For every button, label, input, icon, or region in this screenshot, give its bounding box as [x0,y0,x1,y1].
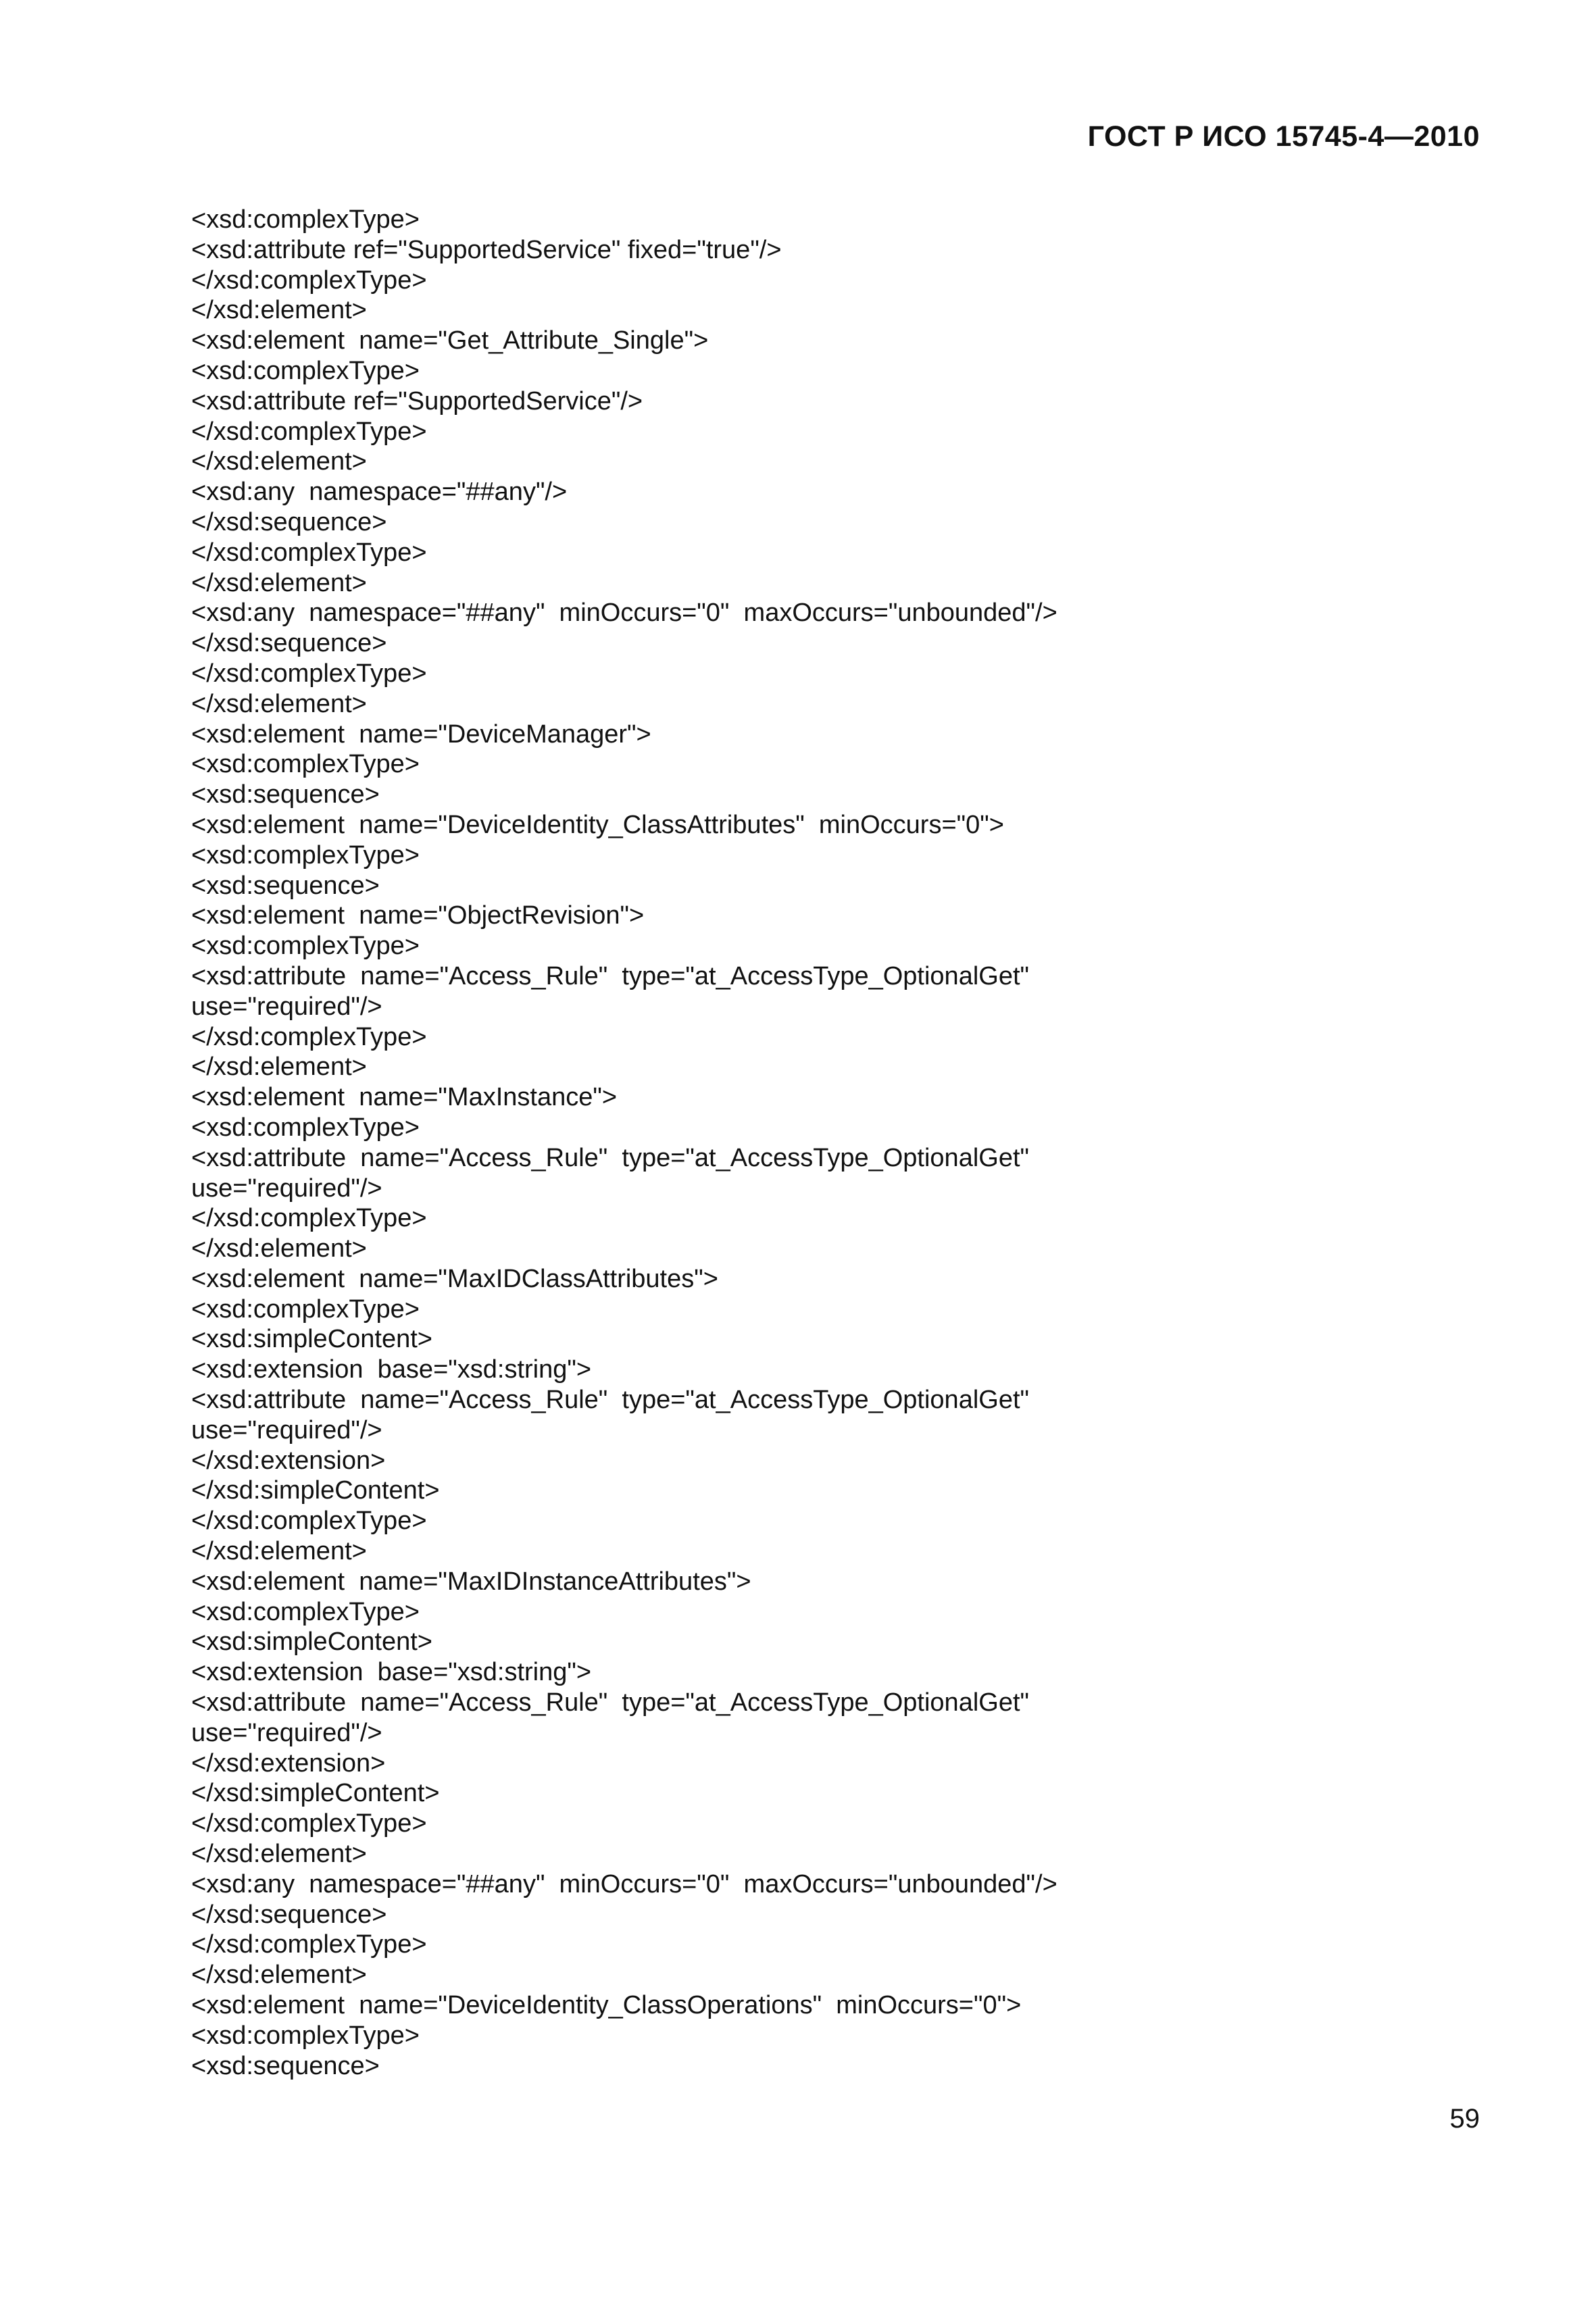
code-line: <xsd:element name="DeviceManager"> [191,720,651,749]
code-line: </xsd:complexType> [191,266,427,295]
code-line: </xsd:simpleContent> [191,1779,440,1808]
code-line: </xsd:complexType> [191,1507,427,1536]
code-line: </xsd:complexType> [191,1809,427,1838]
code-line: </xsd:sequence> [191,1900,387,1929]
code-line: <xsd:attribute ref="SupportedService" fixed="true"/> [191,235,782,264]
code-line: </xsd:element> [191,296,367,325]
code-line: use="required"/> [191,992,382,1021]
code-line: use="required"/> [191,1415,382,1444]
code-line: </xsd:extension> [191,1446,386,1475]
code-line: </xsd:element> [191,1053,367,1082]
code-line: <xsd:element name="Get_Attribute_Single"> [191,326,709,355]
code-line: </xsd:complexType> [191,1022,427,1051]
code-line: <xsd:attribute name="Access_Rule" type="at_AccessType_OptionalGet" [191,1386,1030,1415]
code-line: <xsd:extension base="xsd:string"> [191,1658,592,1687]
code-line: <xsd:element name="MaxIDInstanceAttributes"> [191,1567,751,1596]
code-line: </xsd:element> [191,1537,367,1566]
code-line: </xsd:sequence> [191,507,387,536]
code-line: <xsd:extension base="xsd:string"> [191,1355,592,1384]
code-line: </xsd:complexType> [191,659,427,688]
code-line: <xsd:element name="DeviceIdentity_ClassAttributes" minOccurs="0"> [191,810,1004,839]
code-line: <xsd:attribute name="Access_Rule" type="at_AccessType_OptionalGet" [191,1143,1030,1172]
code-line: </xsd:complexType> [191,1204,427,1233]
code-line: </xsd:simpleContent> [191,1476,440,1505]
code-line: <xsd:sequence> [191,871,380,900]
code-line: <xsd:complexType> [191,840,420,870]
code-line: <xsd:any namespace="##any" minOccurs="0" maxOccurs="unbounded"/> [191,599,1057,628]
code-line: use="required"/> [191,1174,382,1203]
code-line: <xsd:attribute ref="SupportedService"/> [191,386,643,416]
code-line: </xsd:element> [191,1234,367,1263]
code-line: <xsd:attribute name="Access_Rule" type="at_AccessType_OptionalGet" [191,961,1030,990]
code-line: </xsd:element> [191,689,367,718]
xml-code-block [191,205,1475,2081]
code-line: </xsd:element> [191,1840,367,1869]
page-number: 59 [1449,2104,1480,2134]
code-line: <xsd:attribute name="Access_Rule" type="at_AccessType_OptionalGet" [191,1688,1030,1717]
code-line: <xsd:element name="MaxInstance"> [191,1083,618,1112]
code-line: <xsd:element name="DeviceIdentity_ClassOperations" minOccurs="0"> [191,1991,1022,2020]
code-line: </xsd:complexType> [191,538,427,567]
code-line: </xsd:extension> [191,1749,386,1778]
code-line: </xsd:element> [191,568,367,597]
code-line: </xsd:element> [191,1961,367,1990]
code-line: <xsd:complexType> [191,205,420,234]
code-line: <xsd:complexType> [191,1294,420,1324]
code-line: </xsd:element> [191,447,367,476]
code-line: <xsd:complexType> [191,932,420,961]
code-line: <xsd:complexType> [191,1597,420,1626]
code-line: <xsd:sequence> [191,780,380,809]
code-line: </xsd:complexType> [191,1930,427,1959]
code-line: <xsd:complexType> [191,1113,420,1142]
code-line: <xsd:complexType> [191,356,420,385]
code-line: <xsd:any namespace="##any" minOccurs="0" maxOccurs="unbounded"/> [191,1869,1057,1898]
code-line: <xsd:simpleContent> [191,1325,432,1354]
code-line: <xsd:complexType> [191,750,420,779]
code-line: use="required"/> [191,1718,382,1747]
code-line: <xsd:element name="MaxIDClassAttributes"> [191,1264,718,1293]
code-line: <xsd:any namespace="##any"/> [191,478,568,507]
code-line: </xsd:sequence> [191,629,387,658]
code-line: <xsd:complexType> [191,2021,420,2050]
code-line: <xsd:simpleContent> [191,1628,432,1657]
code-line: <xsd:sequence> [191,2051,380,2080]
code-line: </xsd:complexType> [191,417,427,446]
document-header: ГОСТ Р ИСО 15745-4—2010 [1087,120,1480,153]
code-line: <xsd:element name="ObjectRevision"> [191,901,645,930]
